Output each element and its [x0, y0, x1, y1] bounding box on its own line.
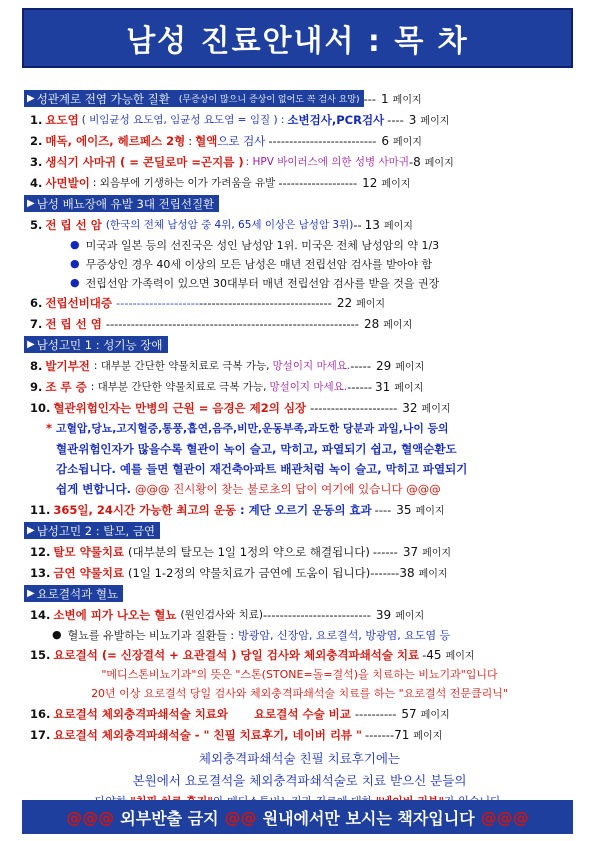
item-title: 혈관위험인자는 만병의 근원 = 음경은 제2의 심장	[53, 400, 307, 415]
leader-dash: ----------	[354, 706, 397, 721]
toc-item-lice[interactable]	[24, 172, 575, 193]
page-word: 페이지	[420, 116, 450, 127]
item-test: 소변검사,PCR검사	[287, 112, 385, 127]
leader-dash: -------------------	[278, 175, 358, 190]
table-of-contents	[24, 88, 575, 811]
footer-banner	[22, 800, 573, 834]
item-number: 6.	[30, 295, 43, 310]
leader-dash: --	[353, 217, 362, 232]
toc-item-prostatitis[interactable]	[24, 313, 575, 334]
title-banner	[22, 8, 573, 68]
toc-item-reviews[interactable]	[24, 724, 575, 745]
page-word: 페이지	[415, 506, 445, 517]
list-item: ● 미국과 일본 등의 선진국은 성인 남성암 1위. 미국은 전체 남성암의 약 1/3	[70, 238, 440, 252]
item-title: 매독, 에이즈, 헤르페스 2형	[45, 133, 186, 148]
section-header-prostate	[24, 193, 575, 214]
item-title: 탈모 약물치료	[53, 544, 125, 559]
item-number: 15.	[30, 647, 51, 662]
section-note: (무증상이 많으니 증상이 없어도 꼭 검사 요망)	[175, 90, 364, 107]
leader-dash: -	[422, 647, 427, 662]
item-number: 1.	[30, 112, 43, 127]
page-word: 페이지	[392, 95, 422, 106]
leader-dash: -------	[365, 727, 395, 742]
leader-dash: ---	[363, 91, 377, 106]
page-number: 1	[381, 91, 389, 106]
item-title: 전립선비대증	[45, 295, 113, 310]
page-number: 22	[336, 295, 353, 310]
item-title: 전 립 선 암	[45, 217, 102, 232]
toc-item-syphilis[interactable]	[24, 130, 575, 151]
page-word: 페이지	[421, 404, 451, 415]
list-item: ● 혈뇨를 유발하는 비뇨기과 질환들 : 방광암, 신장암, 요로결석, 방광염, 요도염 등	[52, 628, 451, 642]
item-number: 11.	[30, 502, 51, 517]
section-label: ▶ 남성고민 2 : 탈모, 금연	[24, 522, 160, 539]
page-word: 페이지	[420, 710, 450, 721]
item-detail: : HPV 바이러스에 의한 성병 사마귀	[245, 156, 409, 168]
toc-item-pe[interactable]	[24, 376, 575, 397]
bullet-icon: ●	[70, 257, 80, 270]
item-title: 전 립 선 염	[45, 316, 102, 331]
section-header-sexual-dysfunction	[24, 334, 575, 355]
page-word: 페이지	[445, 651, 475, 662]
footer-marks: @@@	[66, 807, 115, 827]
item-detail: (대부분의 탈모는 1일 1정의 약으로 해결됩니다)	[128, 544, 370, 559]
page-title: 남성 진료안내서 : 목 차	[126, 24, 469, 59]
item-number: 4.	[30, 175, 43, 190]
item-detail: (한국의 전체 남성암 중 4위, 65세 이상은 남성암 3위)	[105, 219, 354, 231]
toc-item-hematuria[interactable]	[24, 604, 575, 625]
page-number: 39	[375, 607, 392, 622]
toc-item-smoking[interactable]	[24, 562, 575, 583]
item-title: 사면발이	[45, 175, 90, 190]
leader-dash: ----	[387, 112, 404, 127]
page-number: 12	[362, 175, 378, 190]
item-title: 요로결석 (= 신장결석 + 요관결석 ) 당일 검사와 체외충격파쇄석술 치료	[53, 647, 420, 662]
leader-dash: ---------------------	[310, 400, 398, 415]
item-colon: :	[188, 133, 193, 148]
page-word: 페이지	[418, 569, 448, 580]
item-title-2: 요로결석 수술 비교	[254, 706, 351, 721]
item-note: 망설이지 마세요.	[272, 360, 351, 372]
page-number: 3	[408, 112, 417, 127]
page-number: 13	[364, 217, 380, 232]
list-item: ● 무증상인 경우 40세 이상의 모든 남성은 매년 전립선암 검사를 받아야 함	[70, 257, 433, 271]
leader-dash: --------------------------------	[199, 295, 332, 310]
page-number: 29	[375, 358, 392, 373]
item-number: 9.	[30, 379, 43, 394]
item-number: 14.	[30, 607, 51, 622]
item-number: 12.	[30, 544, 51, 559]
item-detail: : 계단 오르기 운동의 효과	[239, 502, 372, 517]
item-test-suffix: 으로 검사	[217, 133, 266, 148]
toc-item-stone-comparison[interactable]	[24, 703, 575, 724]
footer-text-1: 외부반출 금지	[120, 808, 219, 828]
page-number: 8	[413, 154, 421, 169]
item-title: 소변에 피가 나오는 혈뇨	[53, 607, 177, 622]
leader-dash: ----	[374, 502, 392, 517]
list-item: ● 전립선암 가족력이 있으면 30대부터 매년 전립선암 검사를 받을 것을 권장	[70, 276, 440, 290]
triangle-right-icon: ▶	[27, 588, 35, 599]
item-number: 17.	[30, 727, 51, 742]
item-title: 금연 약물치료	[53, 565, 125, 580]
leader-dash: -------------------------------------------------------------	[105, 316, 359, 331]
page-number: 35	[396, 502, 412, 517]
item-title: 365일, 24시간 가능한 최고의 운동	[53, 502, 236, 517]
leader-dash: ------	[347, 379, 373, 394]
item-title: 요도염	[45, 112, 79, 127]
page-number: 45	[426, 647, 442, 662]
leader-dash: -	[408, 154, 414, 169]
toc-item-bph[interactable]	[24, 292, 575, 313]
item-number: 5.	[30, 217, 43, 232]
triangle-right-icon: ▶	[27, 339, 35, 350]
item-detail: : 외음부에 기생하는 이가 가려움을 유발	[92, 177, 276, 189]
toc-item-ed[interactable]	[24, 355, 575, 376]
section-header-std	[24, 88, 575, 109]
page-word: 페이지	[381, 179, 411, 190]
page-word: 페이지	[383, 221, 413, 232]
item-test: 혈액	[195, 133, 218, 148]
page-word: 페이지	[395, 362, 425, 373]
toc-item-prostate-cancer[interactable]	[24, 214, 575, 235]
page-word: 페이지	[422, 548, 452, 559]
triangle-right-icon: ▶	[27, 93, 35, 104]
item-detail: ( 비임균성 요도염, 임균성 요도염 = 임질 ) :	[81, 114, 285, 126]
leader-dash: -------	[370, 565, 400, 580]
page-word: 페이지	[394, 383, 424, 394]
item-number: 16.	[30, 706, 51, 721]
section-header-hair-smoking	[24, 520, 575, 541]
item-title: 조 루 증	[45, 379, 87, 394]
page-number: 57	[401, 706, 417, 721]
leader-dash: -----	[350, 358, 371, 373]
section-header-stones	[24, 583, 575, 604]
item-number: 10.	[30, 400, 51, 415]
page-word: 페이지	[395, 611, 425, 622]
item-title: 생식기 사마귀 ( = 콘딜로마 =곤지름 )	[45, 154, 244, 169]
clinic-specialty-note: 20년 이상 요로결석 당일 검사와 체외충격파쇄석술 치료를 하는 "요로결석 전문클리닉"	[91, 687, 508, 700]
page-number: 38	[399, 565, 415, 580]
clinic-name-note: "메디스톤비뇨기과"의 뜻은 "스톤(STONE=돌=결석)을 치료하는 비뇨기과"입니다	[101, 668, 498, 681]
page-number: 32	[402, 400, 418, 415]
item-detail: : 대부분 간단한 약물치료로 극복 가능,	[90, 381, 267, 393]
item-number: 7.	[30, 316, 43, 331]
footer-marks: @@	[224, 807, 257, 827]
footer-marks: @@@	[480, 807, 529, 827]
item-title: 요로결석 체외충격파쇄석술 치료와	[53, 706, 229, 721]
section-label: ▶ 남성 배뇨장애 유발 3대 전립선질환	[24, 195, 219, 212]
footer-text-2: 원내에서만 보시는 책자입니다	[262, 808, 475, 828]
bullet-icon: ●	[52, 628, 62, 641]
page-number: 6	[381, 133, 389, 148]
leader-dash: --------------------------	[268, 133, 377, 148]
triangle-right-icon: ▶	[27, 525, 35, 536]
bullet-icon: ●	[70, 238, 80, 251]
page-word: 페이지	[413, 731, 443, 742]
page-word: 페이지	[383, 320, 413, 331]
item-detail: (원인검사와 치료)	[180, 609, 264, 621]
page-number: 71	[394, 727, 410, 742]
page-word: 페이지	[392, 137, 422, 148]
vascular-risk-description: * 고혈압,당뇨,고지혈증,통풍,흡연,음주,비만,운동부족,과도한 당분과 과일,나이 등의 혈관위험인자가 많을수록 혈관이 녹이 슬고, 막히고, 파열되기 쉽고, 혈액순환도 감소됩니다. 예를 들면 혈관이 재건축아파트 배관처럼 녹이 슬고, 막히고 파열되기 쉽게 변합니다. @@@ 진시황이 찾는 불로초의 답이 여기에 있습니다 @@@	[46, 421, 468, 496]
toc-item-warts[interactable]	[24, 151, 575, 172]
closing-note: 체외충격파쇄석술 친필 치료후기에는 본원에서 요로결석을 체외충격파쇄석술로 치료 받으신 분들의	[132, 751, 467, 788]
item-number: 2.	[30, 133, 43, 148]
toc-item-urethritis[interactable]	[24, 109, 575, 130]
item-note: 망설이지 마세요.	[269, 381, 348, 393]
item-title: 발기부전	[45, 358, 90, 373]
item-title: 요로결석 체외충격파쇄석술 - " 친필 치료후기, 네이버 리뷰 "	[53, 727, 363, 742]
section-label: ▶ 요로결석과 혈뇨	[24, 585, 123, 602]
leader-dash: --------------------------	[263, 607, 371, 622]
page-word: 페이지	[424, 158, 454, 169]
page-word: 페이지	[356, 299, 386, 310]
section-label: ▶ 남성고민 1 : 성기능 장애	[24, 336, 168, 353]
item-number: 13.	[30, 565, 51, 580]
item-number: 8.	[30, 358, 43, 373]
section-label: ▶ 성관계로 전염 가능한 질환	[24, 90, 175, 107]
page-number: 31	[375, 379, 391, 394]
toc-item-stone-treatment[interactable]	[24, 644, 575, 665]
leader-dash: ------	[372, 544, 398, 559]
toc-item-vascular-risk[interactable]	[24, 397, 575, 418]
item-number: 3.	[30, 154, 43, 169]
triangle-right-icon: ▶	[27, 198, 35, 209]
leader-dash: --------------------	[116, 295, 200, 310]
toc-item-stairs[interactable]	[24, 499, 575, 520]
bullet-icon: ●	[70, 276, 80, 289]
item-detail: (1일 1-2정의 약물치료가 금연에 도움이 됩니다)	[128, 565, 371, 580]
toc-item-hair-loss[interactable]	[24, 541, 575, 562]
page-number: 28	[363, 316, 380, 331]
item-detail: : 대부분 간단한 약물치료로 극복 가능,	[93, 360, 270, 372]
asterisk-icon: *	[46, 421, 53, 435]
page-number: 37	[402, 544, 419, 559]
